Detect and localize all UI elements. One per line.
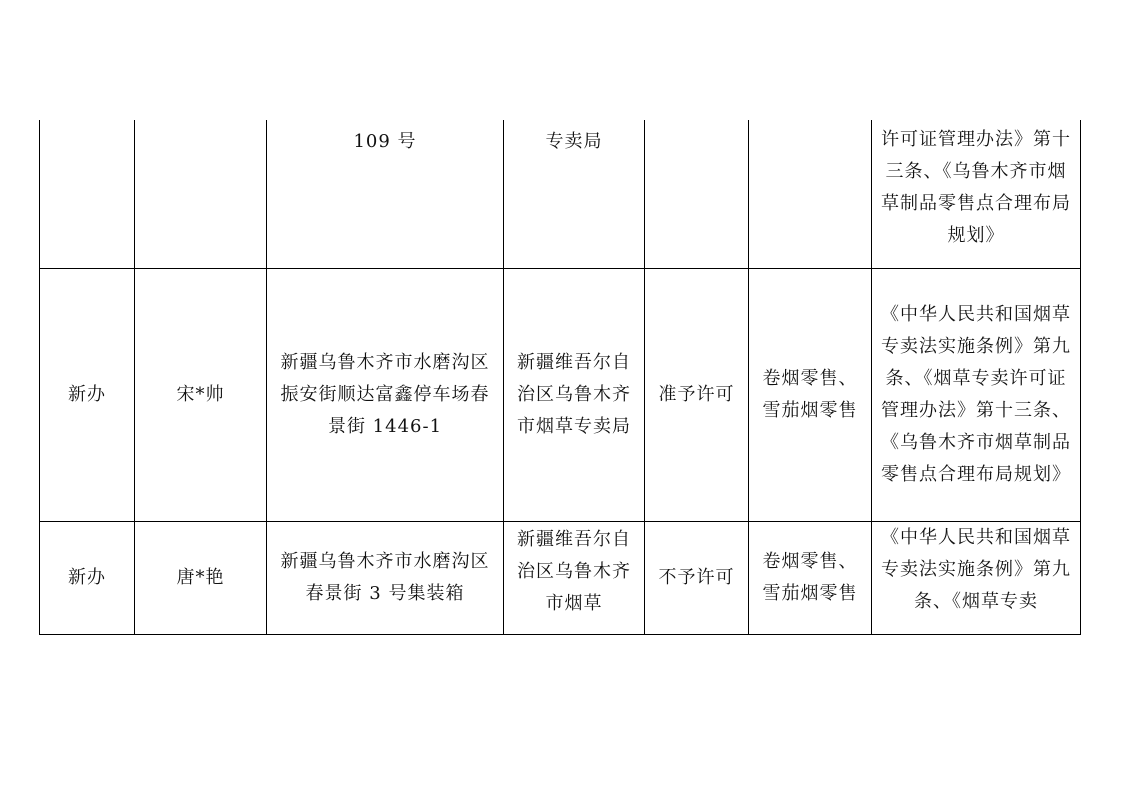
scope-cell: 卷烟零售、雪茄烟零售	[749, 522, 872, 635]
type-cell: 新办	[40, 522, 135, 635]
table-row	[40, 522, 1081, 635]
decision-cell: 不予许可	[645, 522, 749, 635]
type-cell: 新办	[40, 269, 135, 522]
authority-cell: 专卖局	[504, 120, 645, 269]
basis-cell: 许可证管理办法》第十三条、《乌鲁木齐市烟草制品零售点合理布局规划》	[872, 120, 1081, 269]
scope-cell: 卷烟零售、雪茄烟零售	[749, 269, 872, 522]
authority-cell: 新疆维吾尔自治区乌鲁木齐市烟草专卖局	[504, 269, 645, 522]
basis-cell: 《中华人民共和国烟草专卖法实施条例》第九条、《烟草专卖许可证管理办法》第十三条、《乌鲁木齐市烟草制品零售点合理布局规划》	[872, 269, 1081, 522]
name-cell	[135, 120, 267, 269]
basis-cell: 《中华人民共和国烟草专卖法实施条例》第九条、《烟草专卖	[872, 522, 1081, 635]
decision-cell: 准予许可	[645, 269, 749, 522]
table-row	[40, 269, 1081, 522]
decision-cell	[645, 120, 749, 269]
scope-cell	[749, 120, 872, 269]
table-row	[40, 120, 1081, 269]
address-cell: 109 号	[267, 120, 504, 269]
address-cell: 新疆乌鲁木齐市水磨沟区振安街顺达富鑫停车场春景街 1446-1	[267, 269, 504, 522]
type-cell	[40, 120, 135, 269]
name-cell: 唐*艳	[135, 522, 267, 635]
authority-cell: 新疆维吾尔自治区乌鲁木齐市烟草	[504, 522, 645, 635]
address-cell: 新疆乌鲁木齐市水磨沟区春景街 3 号集装箱	[267, 522, 504, 635]
name-cell: 宋*帅	[135, 269, 267, 522]
license-table	[39, 120, 1081, 635]
